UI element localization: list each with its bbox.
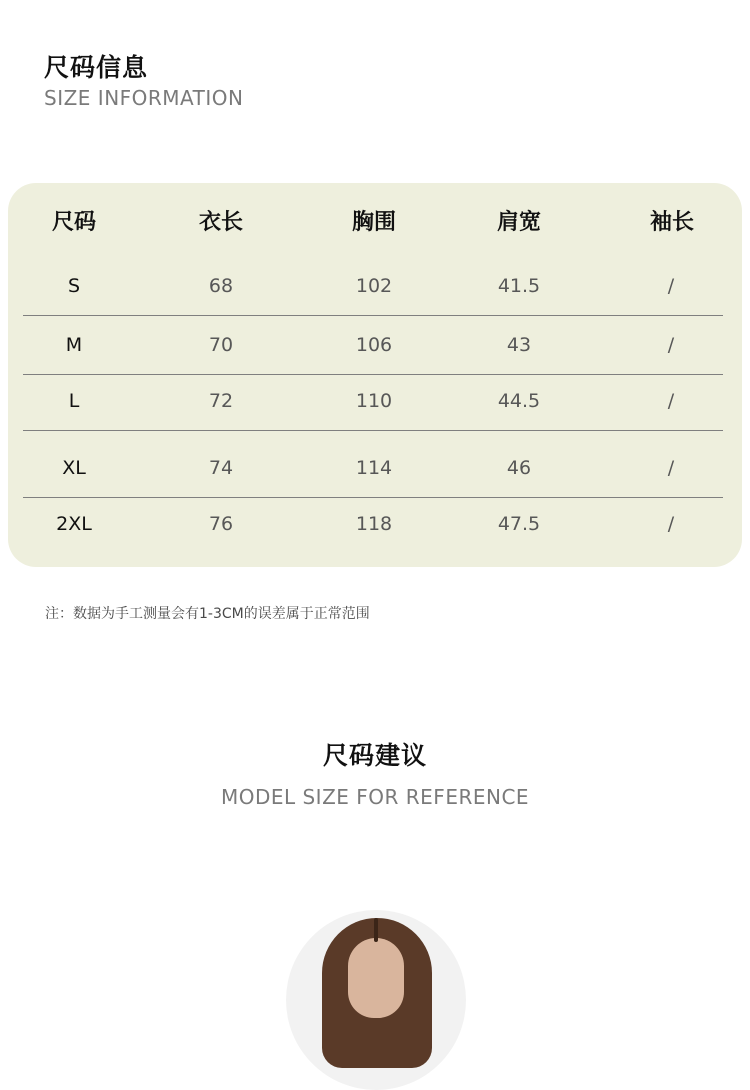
header-size: 尺码: [51, 210, 97, 235]
cell-length: 70: [208, 333, 234, 356]
header-sleeve: 袖长: [649, 210, 695, 235]
cell-chest: 102: [355, 274, 393, 297]
size-info-title: 尺码信息: [44, 53, 149, 82]
cell-chest: 110: [355, 389, 393, 412]
table-row: [23, 438, 723, 498]
table-row: [23, 256, 723, 316]
cell-sleeve: /: [667, 389, 675, 412]
header-chest: 胸围: [351, 210, 397, 235]
table-row: [23, 494, 723, 553]
cell-size: M: [65, 333, 83, 356]
cell-size: S: [67, 274, 81, 297]
cell-shoulder: 44.5: [497, 389, 541, 412]
model-size-subtitle: MODEL SIZE FOR REFERENCE: [220, 785, 530, 809]
table-row: [23, 371, 723, 431]
cell-sleeve: /: [667, 333, 675, 356]
cell-sleeve: /: [667, 274, 675, 297]
model-face: [348, 938, 404, 1018]
cell-sleeve: /: [667, 512, 675, 535]
cell-sleeve: /: [667, 456, 675, 479]
size-table-header: [8, 183, 742, 259]
cell-shoulder: 47.5: [497, 512, 541, 535]
size-info-subtitle: SIZE INFORMATION: [44, 86, 244, 110]
cell-length: 76: [208, 512, 234, 535]
cell-shoulder: 43: [506, 333, 532, 356]
size-table: [8, 183, 742, 567]
header-length: 衣长: [198, 210, 244, 235]
model-size-title: 尺码建议: [322, 741, 427, 770]
measurement-note: 注：数据为手工测量会有1-3CM的误差属于正常范围: [45, 606, 370, 622]
cell-size: 2XL: [56, 512, 92, 535]
cell-chest: 114: [355, 456, 393, 479]
cell-length: 74: [208, 456, 234, 479]
cell-size: L: [68, 389, 80, 412]
table-row: [23, 315, 723, 375]
cell-shoulder: 41.5: [497, 274, 541, 297]
cell-chest: 118: [355, 512, 393, 535]
header-shoulder: 肩宽: [496, 210, 542, 235]
cell-length: 68: [208, 274, 234, 297]
cell-size: XL: [62, 456, 86, 479]
model-hair-part: [374, 918, 378, 942]
cell-length: 72: [208, 389, 234, 412]
model-photo: [286, 910, 466, 1090]
cell-shoulder: 46: [506, 456, 532, 479]
cell-chest: 106: [355, 333, 393, 356]
